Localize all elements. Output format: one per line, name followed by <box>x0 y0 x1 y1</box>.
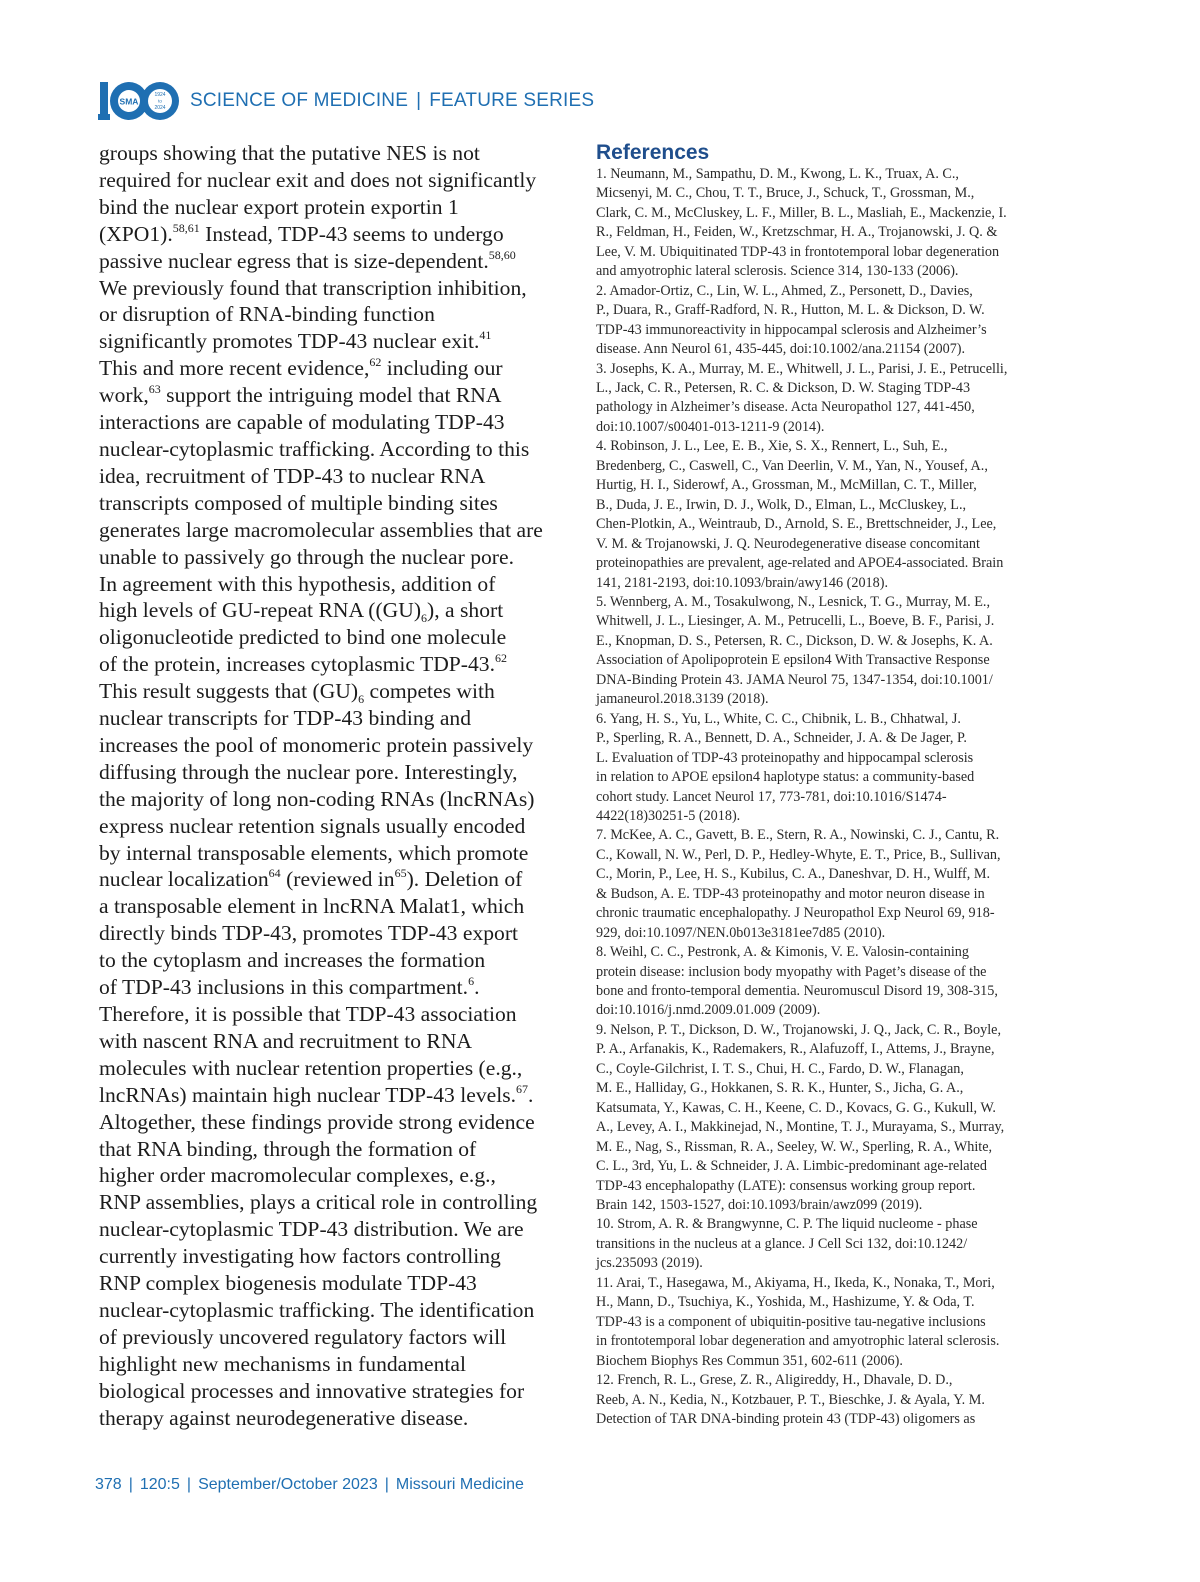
reference-line: C., Morin, P., Lee, H. S., Kubilus, C. A., Daneshvar, D. H., Wulff, M. <box>596 866 990 883</box>
reference-line: 11. Arai, T., Hasegawa, M., Akiyama, H., Ikeda, K., Nonaka, T., Mori, <box>596 1274 995 1291</box>
body-line: We previously found that transcription inhibition, <box>99 275 527 300</box>
reference-line: protein disease: inclusion body myopathy with Paget’s disease of the <box>596 963 987 980</box>
body-line: of TDP-43 inclusions in this compartment.$^6$. <box>99 974 480 1000</box>
reference-line: A., Levey, A. I., Makkinejad, N., Montine, T. J., Murayama, S., Murray, <box>596 1119 1005 1136</box>
body-line: increases the pool of monomeric protein passively <box>99 732 534 757</box>
body-line: directly binds TDP-43, promotes TDP-43 export <box>99 921 519 946</box>
reference-line: Bredenberg, C., Caswell, C., Van Deerlin, V. M., Yan, N., Yousef, A., <box>596 457 988 474</box>
reference-line: 4422(18)30251-5 (2018). <box>596 807 741 824</box>
body-line: molecules with nuclear retention properties (e.g., <box>99 1055 523 1080</box>
body-line: highlight new mechanisms in fundamental <box>99 1351 467 1376</box>
reference-line: Association of Apolipoprotein E epsilon4 With Transactive Response <box>596 652 990 669</box>
reference-line: DNA-Binding Protein 43. JAMA Neurol 75, 1347-1354, doi:10.1001/ <box>596 671 993 688</box>
reference-line: 10. Strom, A. R. & Brangwynne, C. P. The liquid nucleome - phase <box>596 1216 978 1233</box>
reference-line: doi:10.1016/j.nmd.2009.01.009 (2009). <box>596 1002 821 1019</box>
reference-line: transitions in the nucleus at a glance. J Cell Sci 132, doi:10.1242/ <box>596 1235 968 1252</box>
body-line: with nascent RNA and recruitment to RNA <box>99 1028 473 1053</box>
footer-separator: | <box>128 1476 133 1493</box>
body-line: express nuclear retention signals usually encoded <box>99 813 526 838</box>
reference-line: TDP-43 is a component of ubiquitin-positive tau-negative inclusions <box>596 1313 986 1330</box>
body-line: to the cytoplasm and increases the formation <box>99 948 486 973</box>
reference-line: M. E., Nag, S., Rissman, R. A., Seeley, W. W., Sperling, R. A., White, <box>596 1138 993 1155</box>
body-line: bind the nuclear export protein exportin 1 <box>99 194 459 219</box>
reference-line: chronic traumatic encephalopathy. J Neuropathol Exp Neurol 69, 918- <box>596 905 995 922</box>
page-number: 378 <box>95 1476 122 1493</box>
body-line: the majority of long non-coding RNAs (lncRNAs) <box>99 786 535 811</box>
reference-line: 1. Neumann, M., Sampathu, D. M., Kwong, L. K., Truax, A. C., <box>596 166 959 182</box>
body-line: RNP complex biogenesis modulate TDP-43 <box>99 1271 477 1296</box>
issue-date: September/October 2023 <box>198 1476 378 1493</box>
reference-line: L., Jack, C. R., Petersen, R. C. & Dickson, D. W. Staging TDP-43 <box>596 379 971 396</box>
reference-line: Katsumata, Y., Kawas, C. H., Keene, C. D., Kovacs, G. G., Kukull, W. <box>596 1099 996 1116</box>
reference-line: and amyotrophic lateral sclerosis. Science 314, 130-133 (2006). <box>596 263 959 280</box>
reference-line: Micsenyi, M. C., Chou, T. T., Bruce, J., Schuck, T., Grossman, M., <box>596 185 975 202</box>
reference-line: cohort study. Lancet Neurol 17, 773-781, doi:10.1016/S1474- <box>596 788 947 805</box>
body-line: RNP assemblies, plays a critical role in controlling <box>99 1190 538 1215</box>
reference-line: jcs.235093 (2019). <box>596 1255 703 1272</box>
body-line: In agreement with this hypothesis, addition of <box>99 571 496 596</box>
reference-line: Hurtig, H. I., Siderowf, A., Grossman, M., McMillan, C. T., Miller, <box>596 477 977 494</box>
body-line: high levels of GU-repeat RNA $((GU)_6)$, a short <box>99 598 504 626</box>
header-separator: | <box>416 90 422 111</box>
body-line: currently investigating how factors controlling <box>99 1244 501 1269</box>
page-header <box>98 78 594 124</box>
logo-year-start: 1924 <box>154 92 166 98</box>
body-line: passive nuclear egress that is size-dependent.$^{58,60}$ <box>99 247 516 273</box>
body-line: a transposable element in lncRNA Malat1, which <box>99 894 525 919</box>
body-line: lncRNAs) maintain high nuclear TDP-43 levels.$^{67}$. <box>99 1081 534 1107</box>
body-line: idea, recruitment of TDP-43 to nuclear RNA <box>99 463 486 488</box>
series-title <box>190 90 594 112</box>
series-title-left: SCIENCE OF MEDICINE <box>190 90 409 111</box>
reference-line: P., Duara, R., Graff-Radford, N. R., Hutton, M. L. & Dickson, D. W. <box>596 302 985 319</box>
logo-year-to: to <box>158 98 162 104</box>
reference-line: 7. McKee, A. C., Gavett, B. E., Stern, R. A., Nowinski, C. J., Cantu, R. <box>596 827 1000 844</box>
body-line: (XPO1).$^{58,61}$ Instead, TDP-43 seems to undergo <box>99 220 504 246</box>
reference-line: 5. Wennberg, A. M., Tosakulwong, N., Lesnick, T. G., Murray, M. E., <box>596 593 991 610</box>
body-line: of previously uncovered regulatory factors will <box>99 1324 507 1349</box>
centennial-logo-icon <box>98 78 182 124</box>
logo-letters: SMA <box>119 96 139 107</box>
reference-line: bone and fronto-temporal dementia. Neuromuscul Disord 19, 308-315, <box>596 983 998 1000</box>
references-heading: References <box>596 141 710 164</box>
reference-line: in frontotemporal lobar degeneration and amyotrophic lateral sclerosis. <box>596 1333 1000 1350</box>
reference-line: 12. French, R. L., Grese, Z. R., Aligireddy, H., Dhavale, D. D., <box>596 1372 953 1389</box>
reference-line: R., Feldman, H., Feiden, W., Kretzschmar, H. A., Trojanowski, J. Q. & <box>596 224 998 241</box>
reference-line: TDP-43 encephalopathy (LATE): consensus working group report. <box>596 1177 976 1194</box>
reference-line: 4. Robinson, J. L., Lee, E. B., Xie, S. X., Rennert, L., Suh, E., <box>596 438 948 455</box>
body-line: nuclear localization$^{64}$ (reviewed $in^{65}$). Deletion of <box>99 866 523 892</box>
body-line: generates large macromolecular assemblies that are <box>99 517 543 542</box>
volume-issue: 120:5 <box>139 1476 180 1493</box>
reference-line: & Budson, A. E. TDP-43 proteinopathy and motor neuron disease in <box>596 885 985 902</box>
body-line: This and more recent evidence,$^{62}$ including our <box>99 355 503 381</box>
reference-line: 9. Nelson, P. T., Dickson, D. W., Trojanowski, J. Q., Jack, C. R., Boyle, <box>596 1021 1002 1038</box>
reference-line: TDP-43 immunoreactivity in hippocampal sclerosis and Alzheimer’s <box>596 321 987 338</box>
body-line: nuclear-cytoplasmic trafficking. According to this <box>99 436 530 461</box>
body-line: or disruption of RNA-binding function <box>99 302 435 327</box>
journal-name: Missouri Medicine <box>395 1476 524 1493</box>
reference-line: V. M. & Trojanowski, J. Q. Neurodegenerative disease concomitant <box>596 535 980 552</box>
reference-line: proteinopathies are prevalent, age-related and APOE4-associated. Brain <box>596 555 1004 572</box>
reference-line: C., Coyle-Gilchrist, I. T. S., Chui, H. C., Fardo, D. W., Flanagan, <box>596 1060 964 1077</box>
body-line: Altogether, these findings provide strong evidence <box>99 1109 535 1134</box>
body-line: oligonucleotide predicted to bind one molecule <box>99 625 507 650</box>
reference-line: Reeb, A. N., Kedia, N., Kotzbauer, P. T., Bieschke, J. & Ayala, Y. M. <box>596 1391 985 1408</box>
body-line: nuclear-cytoplasmic trafficking. The identification <box>99 1297 535 1322</box>
reference-line: Biochem Biophys Res Commun 351, 602-611 (2006). <box>596 1352 903 1369</box>
reference-line: Detection of TAR DNA-binding protein 43 (TDP-43) oligomers as <box>596 1411 976 1427</box>
body-line: that RNA binding, through the formation of <box>99 1136 477 1161</box>
body-line: diffusing through the nuclear pore. Interestingly, <box>99 759 518 784</box>
reference-line: H., Mann, D., Tsuchiya, K., Yoshida, M., Hashizume, Y. & Oda, T. <box>596 1294 975 1311</box>
body-line: unable to passively go through the nuclear pore. <box>99 544 514 569</box>
reference-line: 6. Yang, H. S., Yu, L., White, C. C., Chibnik, L. B., Chhatwal, J. <box>596 710 961 727</box>
footer-separator: | <box>384 1476 389 1493</box>
reference-line: doi:10.1007/s00401-013-1211-9 (2014). <box>596 418 825 435</box>
body-line: nuclear-cytoplasmic TDP-43 distribution. We are <box>99 1217 524 1242</box>
reference-line: Chen-Plotkin, A., Weintraub, D., Arnold, S. E., Brettschneider, J., Lee, <box>596 516 997 533</box>
reference-line: 3. Josephs, K. A., Murray, M. E., Whitwell, J. L., Parisi, J. E., Petrucelli, <box>596 360 1008 377</box>
reference-line: M. E., Halliday, G., Hokkanen, S. R. K., Hunter, S., Jicha, G. A., <box>596 1080 964 1097</box>
body-line: transcripts composed of multiple binding sites <box>99 490 498 515</box>
reference-line: Whitwell, J. L., Liesinger, A. M., Petrucelli, L., Boeve, B. F., Parisi, J. <box>596 613 995 630</box>
footer-separator: | <box>186 1476 192 1493</box>
references-list <box>596 165 1056 1429</box>
page-footer <box>95 1476 524 1494</box>
reference-line: C., Kowall, N. W., Perl, D. P., Hedley-Whyte, E. T., Price, B., Sullivan, <box>596 846 1001 863</box>
reference-line: Brain 142, 1503-1527, doi:10.1093/brain/awz099 (2019). <box>596 1197 923 1214</box>
body-line: Therefore, it is possible that TDP-43 association <box>99 1002 517 1026</box>
body-line: nuclear transcripts for TDP-43 binding and <box>99 706 472 731</box>
logo-year-end: 2024 <box>154 105 166 111</box>
reference-line: in relation to APOE epsilon4 haplotype status: a community-based <box>596 769 975 786</box>
body-line: significantly promotes TDP-43 nuclear exit.$^{41}$ <box>99 328 492 354</box>
reference-line: E., Knopman, D. S., Petersen, R. C., Dickson, D. W. & Josephs, K. A. <box>596 632 993 649</box>
body-line: required for nuclear exit and does not significantly <box>99 167 537 192</box>
reference-line: C. L., 3rd, Yu, L. & Schneider, J. A. Limbic-predominant age-related <box>596 1158 987 1175</box>
body-line: higher order macromolecular complexes, e.g., <box>99 1163 496 1188</box>
reference-line: P. A., Arfanakis, K., Rademakers, R., Alafuzoff, I., Attems, J., Brayne, <box>596 1041 995 1058</box>
body-line: by internal transposable elements, which promote <box>99 840 529 865</box>
body-line: interactions are capable of modulating TDP-43 <box>99 410 505 435</box>
reference-line: pathology in Alzheimer’s disease. Acta Neuropathol 127, 441-450, <box>596 399 975 416</box>
reference-line: disease. Ann Neurol 61, 435-445, doi:10.1002/ana.21154 (2007). <box>596 341 966 358</box>
reference-line: 2. Amador-Ortiz, C., Lin, W. L., Ahmed, Z., Personett, D., Davies, <box>596 282 973 299</box>
body-line: This result suggests that $(GU)_6$ competes with <box>99 679 495 707</box>
body-line: groups showing that the putative NES is not <box>99 141 480 165</box>
reference-line: B., Duda, J. E., Irwin, D. J., Wolk, D., Elman, L., McCluskey, L., <box>596 496 967 513</box>
reference-line: 8. Weihl, C. C., Pestronk, A. & Kimonis, V. E. Valosin-containing <box>596 944 969 961</box>
body-line: biological processes and innovative strategies for <box>99 1378 525 1403</box>
series-title-right: FEATURE SERIES <box>429 90 595 111</box>
reference-line: P., Sperling, R. A., Bennett, D. A., Schneider, J. A. & De Jager, P. <box>596 730 967 747</box>
body-line: of the protein, increases cytoplasmic TDP-43.62 <box>99 651 507 677</box>
reference-line: Clark, C. M., McCluskey, L. F., Miller, B. L., Masliah, E., Mackenzie, I. <box>596 204 1007 221</box>
reference-line: L. Evaluation of TDP-43 proteinopathy and hippocampal sclerosis <box>596 749 974 766</box>
reference-line: 141, 2181-2193, doi:10.1093/brain/awy146 (2018). <box>596 574 888 591</box>
reference-line: Lee, V. M. Ubiquitinated TDP-43 in frontotemporal lobar degeneration <box>596 243 1000 260</box>
article-body-column <box>99 140 559 1432</box>
reference-line: 929, doi:10.1097/NEN.0b013e3181ee7d85 (2010). <box>596 924 886 941</box>
reference-line: jamaneurol.2018.3139 (2018). <box>596 691 769 708</box>
body-line: therapy against neurodegenerative disease. <box>99 1405 469 1430</box>
body-line: work,$^{63}$ support the intriguing model that RNA <box>99 382 502 408</box>
